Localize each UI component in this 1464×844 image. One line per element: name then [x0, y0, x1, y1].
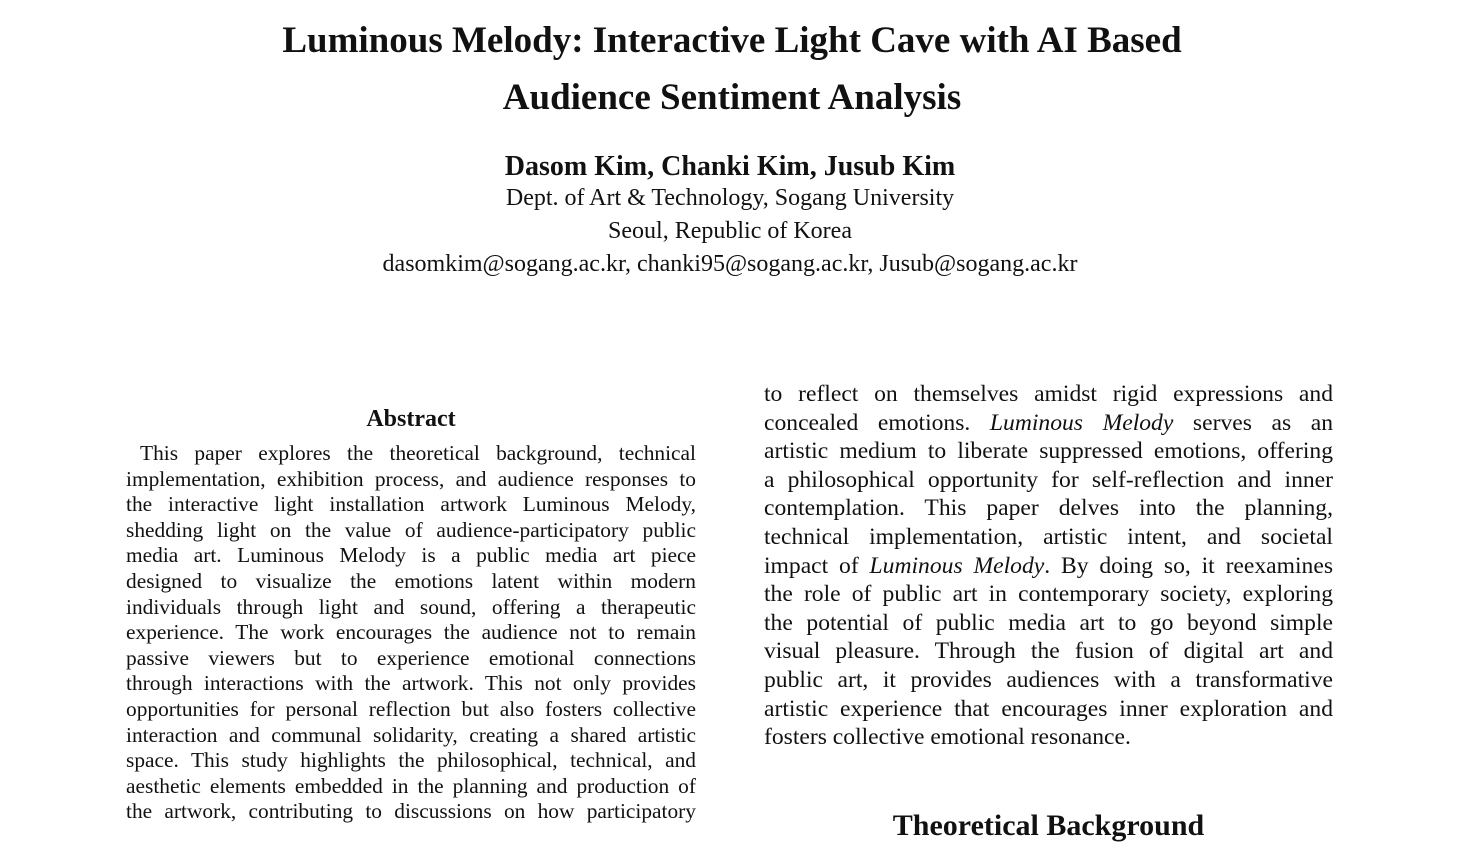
- body-text-run: . By doing so, it reexamines: [1044, 552, 1333, 579]
- paper-title-line: Luminous Melody: Interactive Light Cave with AI Based: [282, 20, 1182, 61]
- abstract-heading: Abstract: [366, 406, 456, 432]
- abstract-line: the artwork, contributing to discussions on how participatory: [126, 799, 696, 824]
- body-line: artistic medium to liberate suppressed emotions, offering: [764, 438, 1333, 465]
- abstract-line: through interactions with the artwork. This not only provides: [126, 671, 696, 696]
- author-list: Dasom Kim, Chanki Kim, Jusub Kim: [504, 151, 956, 182]
- abstract-line: experience. The work encourages the audience not to remain: [126, 620, 696, 645]
- abstract-line: This paper explores the theoretical background, technical: [140, 441, 696, 465]
- abstract-line: opportunities for personal reflection but also fosters collective: [126, 696, 696, 721]
- paper-title-line: Audience Sentiment Analysis: [502, 77, 962, 118]
- author-emails: dasomkim@sogang.ac.kr, chanki95@sogang.ac.kr, Jusub@sogang.ac.kr: [382, 251, 1078, 277]
- abstract-line: the interactive light installation artwork Luminous Melody,: [126, 492, 696, 517]
- body-text-run: impact of: [764, 552, 870, 579]
- abstract-line: individuals through light and sound, offering a therapeutic: [126, 594, 696, 619]
- paper-title: [0, 12, 1464, 126]
- body-line: [764, 409, 1333, 438]
- abstract-line: media art. Luminous Melody is a public media art piece: [126, 543, 696, 568]
- location: Seoul, Republic of Korea: [608, 218, 852, 244]
- abstract-line: passive viewers but to experience emotional connections: [126, 645, 696, 670]
- artwork-title-italic: Luminous Melody: [989, 409, 1174, 436]
- body-line: visual pleasure. Through the fusion of digital art and: [764, 638, 1333, 665]
- body-text-column: [764, 380, 1333, 752]
- body-text-run: concealed emotions.: [764, 409, 990, 436]
- body-line: public art, it provides audiences with a transformative: [764, 666, 1333, 693]
- body-line: fosters collective emotional resonance.: [764, 724, 1131, 751]
- body-line: artistic experience that encourages inner exploration and: [764, 695, 1333, 722]
- abstract-line: interaction and communal solidarity, creating a shared artistic: [126, 722, 696, 747]
- affiliation: [0, 182, 1460, 281]
- body-line: a philosophical opportunity for self-reflection and inner: [764, 466, 1333, 493]
- department: Dept. of Art & Technology, Sogang University: [505, 185, 955, 211]
- abstract-line: designed to visualize the emotions latent within modern: [126, 568, 696, 593]
- abstract-body: [126, 441, 696, 825]
- abstract-line: space. This study highlights the philosophical, technical, and: [126, 748, 696, 773]
- body-line: [764, 552, 1333, 581]
- body-line: the role of public art in contemporary society, exploring: [764, 581, 1333, 608]
- body-line: to reflect on themselves amidst rigid expressions and: [764, 381, 1333, 407]
- artwork-title-italic: Luminous Melody: [869, 552, 1045, 579]
- abstract-line: aesthetic elements embedded in the planning and production of: [126, 773, 696, 798]
- body-text-run: serves as an: [1173, 409, 1333, 436]
- body-line: contemplation. This paper delves into the planning,: [764, 495, 1333, 522]
- abstract-line: implementation, exhibition process, and audience responses to: [126, 466, 696, 491]
- body-line: technical implementation, artistic intent, and societal: [764, 523, 1333, 550]
- abstract-line: shedding light on the value of audience-participatory public: [126, 517, 696, 542]
- section-heading: Theoretical Background: [892, 809, 1205, 842]
- body-line: the potential of public media art to go beyond simple: [764, 609, 1333, 636]
